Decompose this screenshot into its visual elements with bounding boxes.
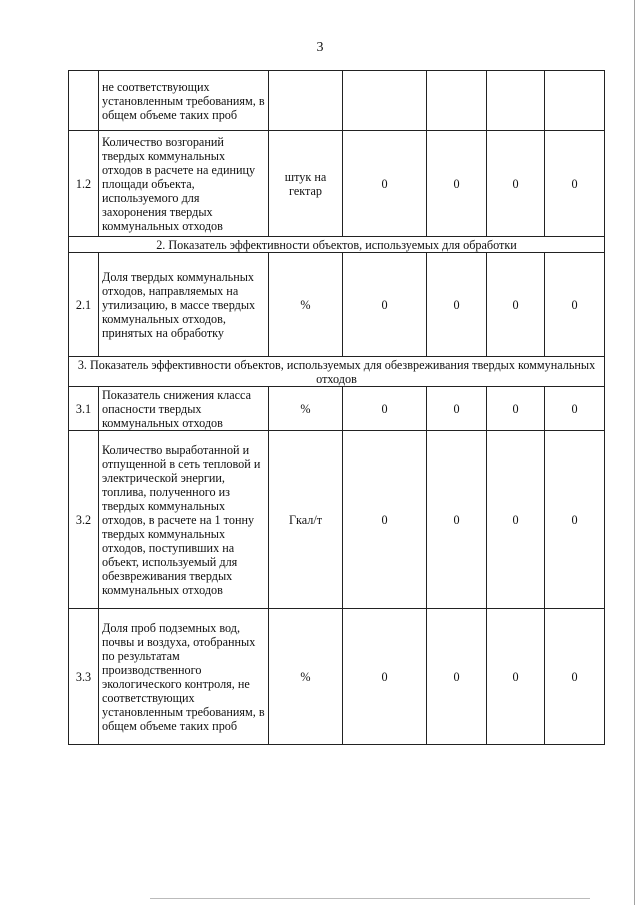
row-number: 3.2 bbox=[69, 431, 99, 609]
value-cell: 0 bbox=[343, 387, 427, 431]
value-cell bbox=[487, 71, 545, 131]
indicator-name: Доля твердых коммунальных отходов, направляемых на утилизацию, в массе твердых коммунальных отходов, принятых на обработку bbox=[99, 253, 269, 357]
value-cell: 0 bbox=[427, 131, 487, 237]
value-cell bbox=[343, 71, 427, 131]
row-number: 3.3 bbox=[69, 609, 99, 745]
value-cell: 0 bbox=[487, 131, 545, 237]
value-cell: 0 bbox=[343, 609, 427, 745]
value-cell: 0 bbox=[545, 253, 605, 357]
value-cell: 0 bbox=[427, 387, 487, 431]
unit-cell: % bbox=[269, 609, 343, 745]
indicator-name: Доля проб подземных вод, почвы и воздуха, отобранных по результатам производственного экологического контроля, не соответствующих установленным требованиям, в общем объеме таких проб bbox=[99, 609, 269, 745]
row-number: 1.2 bbox=[69, 131, 99, 237]
table-row bbox=[69, 387, 605, 431]
unit-cell: % bbox=[269, 387, 343, 431]
indicator-name: не соответствующих установленным требованиям, в общем объеме таких проб bbox=[99, 71, 269, 131]
indicator-name: Количество выработанной и отпущенной в сеть тепловой и электрической энергии, топлива, полученного из твердых коммунальных отходов, в расчете на 1 тонну твердых коммунальных отходов, поступивших на объект, используемый для обезвреживания твердых коммунальных отходов bbox=[99, 431, 269, 609]
page-number: 3 bbox=[316, 40, 324, 55]
value-cell: 0 bbox=[343, 431, 427, 609]
unit-cell: % bbox=[269, 253, 343, 357]
value-cell bbox=[545, 71, 605, 131]
row-number bbox=[69, 71, 99, 131]
value-cell: 0 bbox=[427, 431, 487, 609]
unit-cell: Гкал/т bbox=[269, 431, 343, 609]
value-cell: 0 bbox=[427, 253, 487, 357]
indicator-name: Количество возгораний твердых коммунальных отходов в расчете на единицу площади объекта, используемого для захоронения твердых коммунальных отходов bbox=[99, 131, 269, 237]
scan-edge-bottom bbox=[150, 898, 590, 899]
value-cell: 0 bbox=[487, 431, 545, 609]
table-row bbox=[69, 71, 605, 131]
value-cell: 0 bbox=[545, 387, 605, 431]
value-cell: 0 bbox=[487, 253, 545, 357]
section-title: 2. Показатель эффективности объектов, используемых для обработки bbox=[69, 237, 605, 253]
section-row bbox=[69, 357, 605, 387]
value-cell: 0 bbox=[487, 609, 545, 745]
section-title: 3. Показатель эффективности объектов, используемых для обезвреживания твердых коммунальных отходов bbox=[69, 357, 605, 387]
table-row bbox=[69, 253, 605, 357]
table-row bbox=[69, 131, 605, 237]
value-cell: 0 bbox=[343, 131, 427, 237]
indicators-table bbox=[68, 70, 605, 745]
indicator-name: Показатель снижения класса опасности твердых коммунальных отходов bbox=[99, 387, 269, 431]
row-number: 3.1 bbox=[69, 387, 99, 431]
section-row bbox=[69, 237, 605, 253]
table-row bbox=[69, 431, 605, 609]
value-cell: 0 bbox=[343, 253, 427, 357]
value-cell: 0 bbox=[487, 387, 545, 431]
unit-cell: штук на гектар bbox=[269, 131, 343, 237]
row-number: 2.1 bbox=[69, 253, 99, 357]
unit-cell bbox=[269, 71, 343, 131]
value-cell: 0 bbox=[427, 609, 487, 745]
value-cell bbox=[427, 71, 487, 131]
scan-edge-right bbox=[634, 0, 635, 905]
table-row bbox=[69, 609, 605, 745]
value-cell: 0 bbox=[545, 609, 605, 745]
value-cell: 0 bbox=[545, 431, 605, 609]
value-cell: 0 bbox=[545, 131, 605, 237]
